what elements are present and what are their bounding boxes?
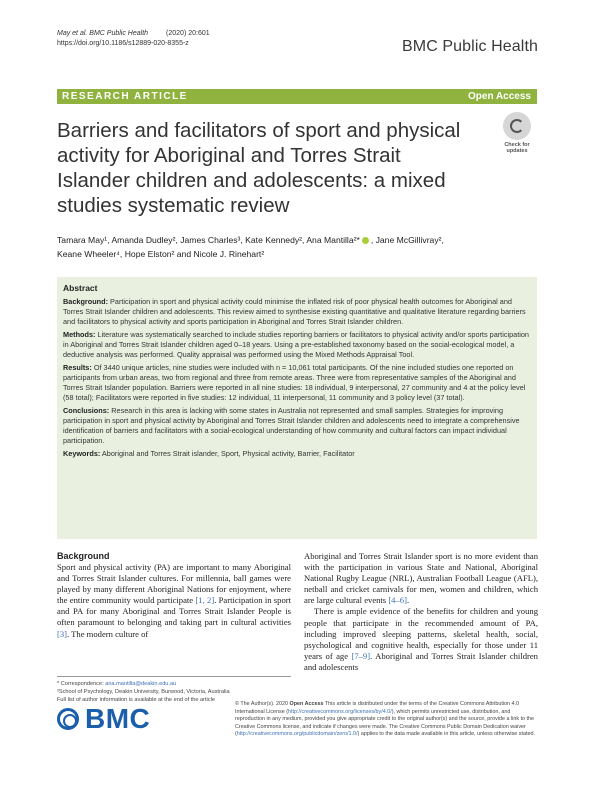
body-paragraph: Sport and physical activity (PA) are important to many Aboriginal and Torres Strait Islander cultures. For millennia, ball games were played by many different Aboriginal Nations for enjoyment, where the entire community would participate [1, 2]. Participation in sport and PA for many Aboriginal and Torres Strait Islander People is often paramount to belonging and taking part in cultural activities [3]. The modern culture of bbox=[57, 562, 291, 639]
author-info-note: Full list of author information is available at the end of the article bbox=[57, 697, 215, 703]
affiliation: ²School of Psychology, Deakin University, Burwood, Victoria, Australia bbox=[57, 689, 230, 695]
authors-line-1b: , Jane McGillivray², bbox=[370, 235, 444, 245]
email-link[interactable]: ana.mantilla@deakin.edu.au bbox=[105, 681, 177, 687]
citation-link[interactable]: [3] bbox=[57, 628, 68, 639]
author-list bbox=[57, 233, 537, 261]
check-for-updates-badge[interactable] bbox=[499, 112, 535, 158]
authors-line-1: Tamara May¹, Amanda Dudley², James Charles³, Kate Kennedy², Ana Mantilla²* bbox=[57, 235, 360, 245]
abstract-box bbox=[57, 277, 537, 539]
research-article-label: RESEARCH ARTICLE bbox=[62, 91, 188, 102]
footnote: * Correspondence: ana.mantilla@deakin.edu.au ²School of Psychology, Deakin University, Burwood, Victoria, Australia Full list of author information is available at the end of the article bbox=[57, 676, 291, 704]
citation-link[interactable]: [1, 2] bbox=[195, 595, 215, 606]
abstract-methods: Methods: Literature was systematically searched to include studies reporting barriers or facilitators to physical activity and/or sports participation in Aboriginal and Torres Strait Islander children aged 0–18 years. Using a pre-established taxonomy based on the social-ecological model, a deductive analysis was performed. Quality appraisal was performed using the Mixed Methods Appraisal Tool. bbox=[63, 330, 529, 359]
abstract-background: Background: Participation in sport and physical activity could minimise the inflated risk of poor physical health outcomes for Aboriginal and Torres Strait Islander children and adolescents. This review aimed to synthesise existing quantitative and qualitative literature regarding barriers and facilitators to physical activity and sports participation in Aboriginal and Torres Strait Islander children. bbox=[63, 297, 526, 326]
article-title: Barriers and facilitators of sport and physical activity for Aboriginal and Torres Strait Islander children and adolescents: a mixed studies systematic review bbox=[57, 119, 461, 217]
running-header bbox=[57, 29, 228, 49]
citation: May et al. BMC Public Health bbox=[57, 30, 149, 37]
abstract-conclusions: Conclusions: Research in this area is lacking with some states in Australia not represented and small samples. Strategies for improving participation in sport and physical activity by Aboriginal and Torres Strait Islander children and adolescents need to integrate a comprehensive identification of barriers and facilitators with a social-ecological understanding of how community and cultural factors can impact individual participation. bbox=[63, 406, 520, 445]
authors-line-2: Keane Wheeler⁴, Hope Elston² and Nicole J. Rinehart² bbox=[57, 249, 265, 259]
citation-link[interactable]: [7–9] bbox=[351, 650, 371, 661]
license-link[interactable]: http://creativecommons.org/licenses/by/4.0/ bbox=[288, 708, 392, 715]
body-paragraph: There is ample evidence of the benefits for children and young people that participate in the recommended amount of PA, including improved sleeping patterns, skeletal health, social, psychological and cognitive health, especially for those under 11 years of age [7–9]. Aboriginal and Torres Strait Islander children and adolescents bbox=[304, 606, 538, 672]
body-column-right bbox=[304, 551, 538, 673]
year-page: (2020) 20:601 bbox=[166, 30, 210, 37]
check-updates-icon bbox=[503, 112, 531, 140]
article-type-banner bbox=[57, 89, 537, 104]
open-access-label: Open Access bbox=[468, 91, 531, 102]
body-paragraph: Aboriginal and Torres Strait Islander sport is no more evident than with the participation in various State and National, Aboriginal National Rugby League (NRL), Australian Football League (AFL), netball and cricket carnivals for men, women and children, which are large cultural events [4–6]. bbox=[304, 551, 538, 606]
abstract-keywords: Keywords: Aboriginal and Torres Strait islander, Sport, Physical activity, Barrier, Facilitator bbox=[63, 449, 355, 458]
abstract-heading: Abstract bbox=[63, 283, 98, 293]
bmc-logo-text: BMC bbox=[85, 703, 151, 734]
bmc-logo bbox=[57, 705, 207, 733]
body-column-left bbox=[57, 551, 291, 640]
journal-name: BMC Public Health bbox=[402, 38, 538, 55]
citation-link[interactable]: [4–6] bbox=[388, 595, 407, 606]
public-domain-link[interactable]: http://creativecommons.org/publicdomain/zero/1.0/ bbox=[236, 731, 358, 738]
orcid-icon[interactable] bbox=[362, 237, 369, 244]
abstract-results: Results: Of 3440 unique articles, nine studies were included with n = 10,061 total participants. Of the nine included studies one reported on participants from urban areas, two from regional and three from remote areas. Three were from representative samples of the Aboriginal and Torres Strait Islander population. Barriers were reported in all nine studies: 18 individual, 9 interpersonal, 27 community and 4 at the policy level (58 total); Facilitators were reported in five studies: 12 individual, 11 interpersonal, 11 community and 3 policy level (37 total). bbox=[63, 363, 526, 402]
background-heading: Background bbox=[57, 551, 110, 561]
license-text: © The Author(s). 2020 Open Access This article is distributed under the terms of the Creative Commons Attribution 4.0 International License (http://creativecommons.org/licenses/by/4.0/), which permits unrestricted use, distribution, and reproduction in any medium, provided you give appropriate credit to the original author(s) and the source, provide a link to the Creative Commons license, and indicate if changes were made. The Creative Commons Public Domain Dedication waiver (http://creativecommons.org/publicdomain/zero/1.0/) applies to the data made available in this article, unless otherwise stated. bbox=[235, 701, 535, 738]
bmc-logo-icon bbox=[57, 708, 79, 730]
check-updates-label: Check for updates bbox=[504, 142, 530, 154]
doi-link[interactable]: https://doi.org/10.1186/s12889-020-8355-z bbox=[57, 40, 189, 47]
